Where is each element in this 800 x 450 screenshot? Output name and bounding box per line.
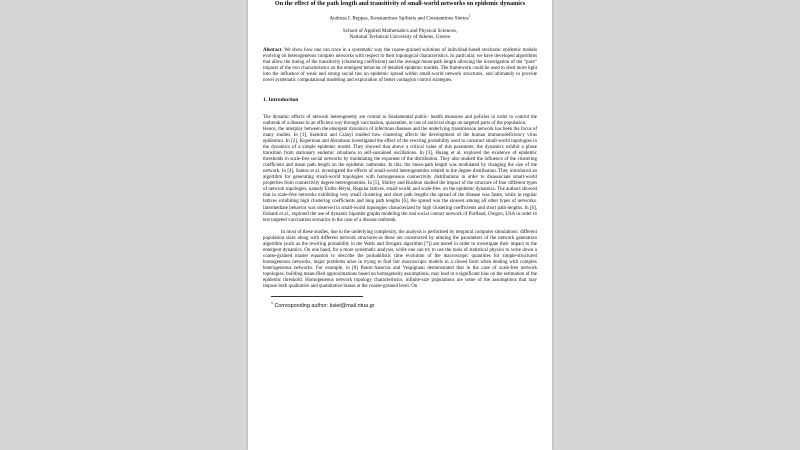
affiliation-line-2: National Technical University of Athens, Greece: [349, 34, 451, 41]
affiliation-line-1: School of Applied Mathematics and Physical Sciences,: [342, 27, 458, 34]
paper-title: On the effect of the path length and transitivity of small-world networks on epidemic dynamics: [274, 0, 526, 7]
paragraph-3: In most of these studies, due to the underlying complexity, the analysis is performed by temporal computer simulations: different population sizes along with different network structures-as these are constructed by altering the parameters of the network generation algorithm (such as the rewiring probability in the Watts and Strogatz algorithm [7]) are tested in order to investigate their impact to the emergent dynamics. On one hand, for a more systematic analysis, while one can try to use the tools of statistical physics to write down a coarse-grained master equation to describe the probabilistic time evolution of the macroscopic quantities for simple-structured homogeneous networks, major problems arise in trying to find fair macroscopic models in a closed form when dealing with complex heterogeneous networks. For example, in [8] Pastor-Satorras and Vespignani demonstrated that in the case of scale-free network topologies, building mean-filed approximations based on homogeneity assumptions, may lead to a significant bias on the estimation of the epidemic threshold. Homogeneous network topology characteristics, infinite-size populations are some of the assumptions that may impose both qualitative and quantitative biases at the coarse-grained level. On: [263, 229, 537, 290]
document-page: [248, 0, 552, 450]
author-list: [263, 13, 537, 22]
abstract-label: Abstract: [263, 47, 282, 53]
footnote: [271, 300, 537, 309]
paragraph-2: Hence, the interplay between the emergent dynamics of infectious diseases and the underlying transmission network has been the focus of many studies. In [1], Szendroi and Csányi studied how clustering affects the development of the human immunodeficiency virus epidemics. In [2], Kuperman and Abramson investigated the effect of the rewiring probability used to construct small-world topologies in the dynamics of a simple epidemic model. They showed that above a critical value of this parameter, the dynamics exhibit a phase transition from stationary endemic situations to self-sustained oscillations. In [3], Huang et al. explored the existence of epidemic thresholds in scale-free social networks by modulating the exponent of the distribution. They also studied the influence of the clustering coefficient and mean path length on the epidemic outbreaks. In this, the mean-path length was modulated by changing the size of the network. In [4], Santos et al. investigated the effects of small-world heterogeneities related to the degree distribution. They introduced an algorithm for generating small-world topologies with homogeneous connectivity distributions in order to disassociate small-world properties from connectivity degree heterogeneities. In [5], Shirley and Rushton studied the impact of the structure of four different types of network topologies, namely Erdős–Réyni, Regular lattices, small-world, and scale-free, on the epidemic dynamics. The authors showed that in scale-free networks exhibiting very small clustering and short path lengths the spread of the disease was faster, while in regular lattices exhibiting high clustering coefficients and long path lengths [6], the spread was the slowest among all other types of networks. Intermediate behavior was observed in small-world topologies characterized by high clustering coefficients and short path-lengths. In [6], Eubank et al., explored the use of dynamic bipartite graphs modeling the real social contact network of Portland, Oregon, USA in order to test targeted vaccination scenarios in the case of a disease outbreak.: [263, 126, 537, 223]
author-footnote-mark: 1: [468, 14, 471, 18]
abstract: [263, 48, 537, 84]
page-content: [263, 0, 537, 309]
footnote-text: Corresponding author: ksiet@mail.ntua.gr: [273, 302, 375, 309]
abstract-text: . We show how one can trace in a systematic way the coarse-grained solutions of individual-based stochastic epidemic models evolving on heterogeneous complex networks with respect to their topological characteristics. In particular, we have developed algorithms that allow the tuning of the transitivity (clustering coefficient) and the average mean-path length allowing the investigation of the “pure” impacts of the two characteristics on the emergent behavior of detailed epidemic models. The framework could be used to shed more light into the influence of weak and strong social ties on epidemic spread within small-world network structures, and ultimately to provide novel systematic computational modeling and exploration of better contagion control strategies.: [263, 47, 537, 83]
paragraph-1: The dynamic effects of network heterogeneity are central to fundamental public- health measures and policies in order to control the outbreak of a disease in an efficient way through vaccination, quarantine, or use of antiviral drugs on targeted parts of the population.: [263, 114, 537, 126]
section-heading: 1. Introduction: [263, 96, 299, 103]
authors-text: Andreas I. Reppas, Konstantinos Spiliotis and Constantinos Siettos: [329, 15, 469, 22]
footnote-mark: 1: [271, 301, 273, 306]
footnote-divider: [271, 296, 363, 297]
affiliation: [263, 28, 537, 41]
